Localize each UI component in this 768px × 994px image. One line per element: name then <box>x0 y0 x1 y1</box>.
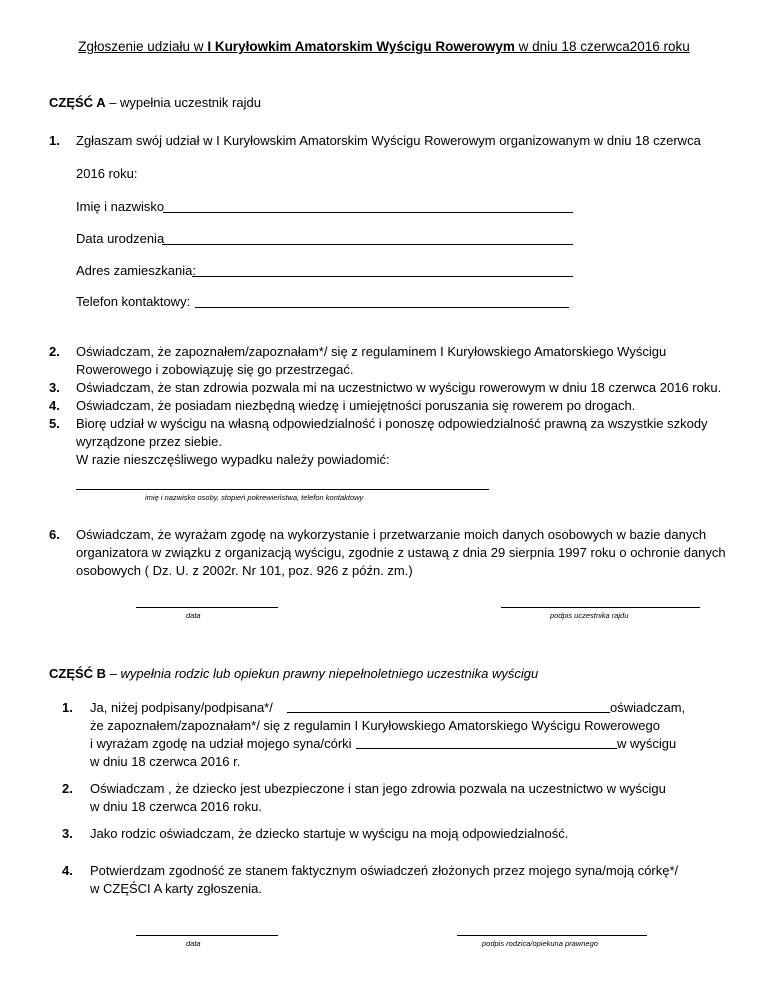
b-item4-line2: w CZĘŚCI A karty zgłoszenia. <box>90 881 262 896</box>
a-item5-line2: wyrządzone przez siebie. <box>76 434 222 449</box>
b-item1-number: 1. <box>62 700 73 715</box>
a-item1-number: 1. <box>49 133 60 148</box>
b-item1-line1b: oświadczam, <box>610 700 686 715</box>
a-item3-number: 3. <box>49 380 60 395</box>
b-item4-line1: Potwierdzam zgodność ze stanem faktycznym oświadczeń złożonych przez mojego syna/moją córkę*/ <box>90 863 679 878</box>
a-item6-number: 6. <box>49 527 60 542</box>
page-title <box>0 39 768 54</box>
b-item3-text: Jako rodzic oświadczam, że dziecko startuje w wyścigu na moją odpowiedzialność. <box>90 826 569 841</box>
emergency-contact-input[interactable] <box>76 489 489 490</box>
a-item6-line1: Oświadczam, że wyrażam zgodę na wykorzystanie i przetwarzanie moich danych osobowych w bazie danych <box>76 527 707 542</box>
part-a-heading: CZĘŚĆ A – wypełnia uczestnik rajdu <box>49 95 261 110</box>
b-item2-line2: w dniu 18 czerwca 2016 roku. <box>90 799 262 814</box>
field-name-input[interactable] <box>163 212 573 213</box>
a-item2-line2: Rowerowego i zobowiązuję się go przestrzegać. <box>76 362 354 377</box>
b-item1-line3a: i wyrażam zgodę na udział mojego syna/córki <box>90 736 352 751</box>
a-item6-line3: osobowych ( Dz. U. z 2002r. Nr 101, poz. 926 z późn. zm.) <box>76 563 413 578</box>
parent-signature-input[interactable] <box>457 935 647 936</box>
a-item5-line1: Biorę udział w wyścigu na własną odpowiedzialność i ponoszę odpowiedzialność prawną za wszystkie szkody <box>76 416 708 431</box>
field-name-label: Imię i nazwisko <box>76 199 165 214</box>
b-item1-line4: w dniu 18 czerwca 2016 r. <box>90 754 241 769</box>
parent-signature-caption: podpis rodzica/opiekuna prawnego <box>482 939 598 948</box>
b-item2-number: 2. <box>62 781 73 796</box>
b-item1-line1a: Ja, niżej podpisany/podpisana*/ <box>90 700 273 715</box>
field-phone-label: Telefon kontaktowy: <box>76 294 191 309</box>
participant-signature-input[interactable] <box>501 607 700 608</box>
a-item3-text: Oświadczam, że stan zdrowia pozwala mi na uczestnictwo w wyścigu rowerowym w dniu 18 czerwca 2016 roku. <box>76 380 722 395</box>
a-item1-line1: Zgłaszam swój udział w I Kuryłowskim Amatorskim Wyścigu Rowerowym organizowanym w dniu 18 czerwca <box>76 133 701 148</box>
title-suffix: w dniu 18 czerwca2016 roku <box>514 39 690 54</box>
a-item2-number: 2. <box>49 344 60 359</box>
field-birth-label: Data urodzenia <box>76 231 165 246</box>
field-address-input[interactable] <box>192 276 573 277</box>
b-date-input[interactable] <box>136 935 278 936</box>
b-item4-number: 4. <box>62 863 73 878</box>
field-phone-input[interactable] <box>195 307 569 308</box>
parent-name-input[interactable] <box>287 712 610 713</box>
a-date-input[interactable] <box>136 607 278 608</box>
title-prefix: Zgłoszenie udziału w <box>78 39 208 54</box>
b-item2-line1: Oświadczam , że dziecko jest ubezpieczone i stan jego zdrowia pozwala na uczestnictwo w wyścigu <box>90 781 666 796</box>
emergency-contact-caption: imię i nazwisko osoby, stopień pokrewieństwa, telefon kontaktowy <box>145 493 364 502</box>
b-item1-line3b: w wyścigu <box>617 736 677 751</box>
a-date-caption: data <box>186 611 201 620</box>
part-b-heading: CZĘŚĆ B – wypełnia rodzic lub opiekun prawny niepełnoletniego uczestnika wyścigu <box>49 666 539 681</box>
a-item5-line3: W razie nieszczęśliwego wypadku należy powiadomić: <box>76 452 390 467</box>
field-birth-input[interactable] <box>162 244 573 245</box>
child-name-input[interactable] <box>356 748 617 749</box>
a-item4-text: Oświadczam, że posiadam niezbędną wiedzę i umiejętności poruszania się rowerem po drogach. <box>76 398 636 413</box>
a-item1-line2: 2016 roku: <box>76 166 138 181</box>
field-address-label: Adres zamieszkania: <box>76 263 196 278</box>
b-item1-line2: że zapoznałem/zapoznałam*/ się z regulamin I Kuryłowskiego Amatorskiego Wyścigu Rowerowego <box>90 718 660 733</box>
b-item3-number: 3. <box>62 826 73 841</box>
participant-signature-caption: podpis uczestnika rajdu <box>550 611 629 620</box>
a-item6-line2: organizatora w związku z organizacją wyścigu, zgodnie z ustawą z dnia 29 sierpnia 1997 roku o ochronie danych <box>76 545 726 560</box>
title-bold: I Kuryłowkim Amatorskim Wyścigu Rowerowym <box>207 39 515 54</box>
a-item4-number: 4. <box>49 398 60 413</box>
a-item5-number: 5. <box>49 416 60 431</box>
a-item2-line1: Oświadczam, że zapoznałem/zapoznałam*/ się z regulaminem I Kuryłowskiego Amatorskiego Wyścigu <box>76 344 667 359</box>
b-date-caption: data <box>186 939 201 948</box>
